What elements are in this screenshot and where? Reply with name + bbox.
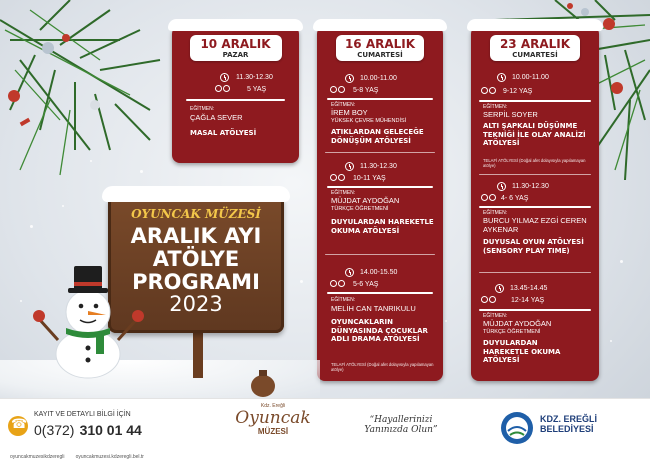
educator-name: ÇAĞLA SEVER [190, 113, 243, 122]
workshop-card-dec-10 [172, 26, 299, 163]
card-date-header [336, 35, 424, 61]
children-icon [330, 174, 346, 182]
clock-icon [495, 284, 504, 293]
session-age: 12-14 YAŞ [511, 296, 545, 304]
sign-line-2: ATÖLYE [152, 247, 240, 271]
workshop-note: TELAFİ ATÖLYESİ (Doğal afet dolayısıyla yapılamayan atölye) [483, 158, 586, 168]
children-icon [481, 87, 497, 95]
session-age: 9-12 YAŞ [503, 87, 533, 95]
workshop-title: ATIKLARDAN GELECEĞE DÖNÜŞÜM ATÖLYESİ [331, 128, 424, 145]
workshop-title: DUYULARDAN HAREKETLE OKUMA ATÖLYESİ [331, 218, 434, 235]
card-date: 23 ARALIK [499, 37, 571, 51]
children-icon [481, 296, 497, 304]
card-date: 10 ARALIK [200, 37, 271, 51]
card-date-header [190, 35, 282, 61]
card-day: CUMARTESİ [357, 51, 403, 59]
museum-logo [228, 403, 318, 457]
clock-icon [345, 74, 354, 83]
session-age: 10-11 YAŞ [353, 174, 386, 182]
municipality-line-1: KDZ. EREĞLİ [540, 414, 598, 424]
slogan [346, 415, 456, 435]
educator-name: MÜJDAT AYDOĞAN [483, 319, 552, 328]
educator-label: EĞİTMEN: [483, 104, 508, 110]
educator-label: EĞİTMEN: [331, 297, 356, 303]
session-time: 10.00-11.00 [512, 74, 549, 81]
educator-name: İREM BOY [331, 108, 368, 117]
sign-line-4: 2023 [169, 292, 223, 316]
municipality-line-2: BELEDİYESİ [540, 424, 594, 434]
educator-label: EĞİTMEN: [331, 190, 356, 196]
logo-main-text: Oyuncak [235, 408, 311, 428]
session-time: 13.45-14.45 [510, 285, 548, 292]
children-icon [330, 86, 346, 94]
workshop-title: ALTI ŞAPKALI DÜŞÜNME TEKNİĞİ İLE OLAY ANALİZİ ATÖLYESİ [483, 122, 586, 147]
educator-label: EĞİTMEN: [190, 106, 215, 112]
logo-small-text: Kdz. Ereğli [260, 403, 286, 409]
educator-label: EĞİTMEN: [483, 313, 508, 319]
workshop-card-dec-16 [317, 26, 443, 381]
workshop-title: MASAL ATÖLYESİ [190, 129, 257, 137]
clock-icon [345, 268, 354, 277]
workshop-title: DUYUSAL OYUN ATÖLYESİ (SENSORY PLAY TIME) [483, 238, 584, 255]
sign-line-3: PROGRAMI [132, 270, 260, 294]
session-age: 5-8 YAŞ [353, 86, 379, 94]
educator-name: SERPİL SOYER [483, 110, 538, 119]
lantern-ornament [248, 368, 278, 400]
session-time: 11.30-12.30 [236, 74, 273, 81]
logo-sub-text: MÜZESİ [257, 427, 289, 436]
session-time: 14.00-15.50 [360, 269, 398, 276]
info-label: KAYIT VE DETAYLI BİLGİ İÇİN [34, 411, 131, 418]
clock-icon [497, 182, 506, 191]
social-handle[interactable]: oyuncakmuzesikdzeregli [10, 454, 65, 459]
clock-icon [220, 73, 229, 82]
slogan-line-1: “Hayallerinizi [369, 415, 433, 425]
sign-museum-name: OYUNCAK MÜZESİ [131, 207, 261, 221]
session-time: 10.00-11.00 [360, 75, 397, 82]
clock-icon [497, 73, 506, 82]
children-icon [330, 280, 346, 288]
session-time: 11.30-12.30 [360, 163, 397, 170]
footer [0, 398, 650, 459]
municipality-emblem [500, 411, 534, 445]
educator-role: TÜRKÇE ÖĞRETMENİ [331, 206, 389, 212]
educator-name: MELİH CAN TANRIKULU [331, 304, 416, 313]
sign-post [193, 330, 203, 378]
educator-role: YÜKSEK ÇEVRE MÜHENDİSİ [331, 118, 407, 124]
workshop-card-dec-23 [471, 26, 599, 381]
christmas-branch-left [0, 0, 180, 190]
sign-line-1: ARALIK AYI [130, 224, 262, 248]
children-icon [215, 85, 231, 93]
card-date: 16 ARALIK [344, 37, 416, 51]
website-link[interactable]: oyuncakmuzesi.kdzeregli.bel.tr [75, 454, 144, 459]
children-icon [481, 194, 497, 202]
session-age: 5-6 YAŞ [353, 280, 379, 288]
educator-name: BURCU YILMAZ EZGİ CEREN AYKENAR [483, 216, 587, 234]
workshop-title: OYUNCAKLARIN DÜNYASINDA ÇOCUKLAR ADLI DRAMA ATÖLYESİ [331, 318, 428, 343]
snowman [30, 262, 150, 382]
educator-name: MÜJDAT AYDOĞAN [331, 196, 400, 205]
card-day: PAZAR [222, 51, 249, 59]
clock-icon [345, 162, 354, 171]
phone-icon [8, 416, 28, 436]
card-date-header [490, 35, 580, 61]
session-age: 4- 6 YAŞ [501, 194, 529, 202]
workshop-title: DUYULARDAN HAREKETLE OKUMA ATÖLYESİ [483, 339, 561, 364]
session-age: 5 YAŞ [247, 85, 267, 93]
municipality-name [540, 414, 597, 434]
educator-label: EĞİTMEN: [483, 210, 508, 216]
workshop-note: TELAFİ ATÖLYESİ (Doğal afet dolayısıyla yapılamayan atölye) [331, 362, 434, 372]
phone-number[interactable]: 310 01 44 [79, 422, 142, 438]
phone-prefix[interactable]: 0(372) [34, 422, 75, 438]
session-time: 11.30-12.30 [512, 183, 549, 190]
educator-role: TÜRKÇE ÖĞRETMENİ [483, 329, 541, 335]
slogan-line-2: Yanınızda Olun” [364, 425, 438, 435]
educator-label: EĞİTMEN: [331, 102, 356, 108]
card-day: CUMARTESİ [512, 51, 558, 59]
